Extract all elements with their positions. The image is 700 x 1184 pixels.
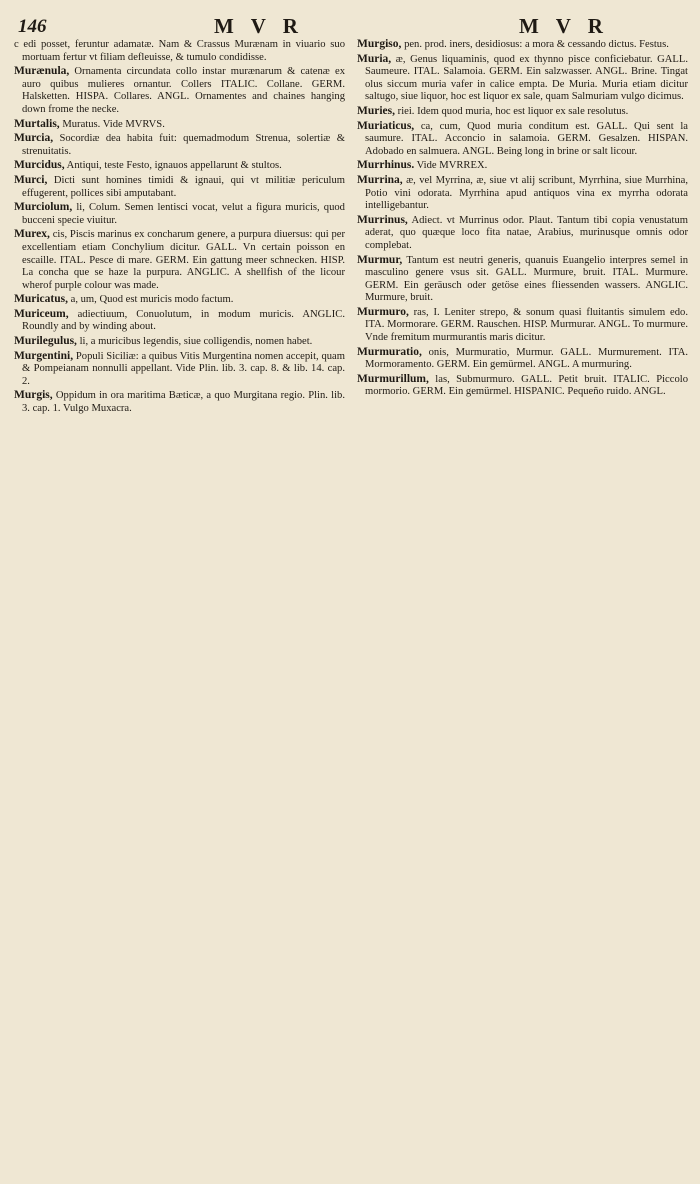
entry-headword: Muria, bbox=[357, 52, 392, 65]
entry-headword: Murrina, bbox=[357, 173, 403, 186]
text-columns bbox=[14, 38, 688, 1172]
entry-headword: Murtalis, bbox=[14, 117, 60, 130]
entry-definition: æ, vel Myrrina, æ, siue vt alij scribunt, Myrrhina, siue Murrhina, Potio vini odorata. Myrrhina apud antiquos vina ex myrrha odorata intelligebantur. bbox=[365, 174, 688, 212]
entry-headword: Murilegulus, bbox=[14, 335, 77, 348]
entry-headword: Murgentini, bbox=[14, 349, 74, 362]
dictionary-entry bbox=[14, 38, 345, 64]
page-number: 146 bbox=[18, 16, 47, 37]
dictionary-entry bbox=[357, 254, 688, 305]
entry-definition: onis, Murmuratio, Murmur. GALL. Murmurement. ITA. Mormoramento. GERM. Ein gemürmel. ANGL. A murmuring. bbox=[365, 346, 688, 371]
entry-definition: Vide MVRREX. bbox=[416, 160, 488, 172]
entry-definition: Antiqui, teste Festo, ignauos appellarunt & stultos. bbox=[66, 160, 282, 172]
entry-definition: adiectiuum, Conuolutum, in modum muricis. ANGLIC. Roundly and by winding about. bbox=[22, 308, 345, 333]
entry-definition: Socordiæ dea habita fuit: quemadmodum Strenua, solertiæ & strenuitatis. bbox=[22, 133, 345, 157]
right-column bbox=[357, 38, 688, 1172]
dictionary-entry bbox=[357, 373, 688, 399]
dictionary-entry bbox=[14, 308, 345, 334]
entry-headword: Muries, bbox=[357, 104, 396, 117]
dictionary-entry bbox=[14, 335, 345, 349]
entry-headword: Muriceum, bbox=[14, 307, 69, 320]
dictionary-entry bbox=[14, 389, 345, 415]
entry-definition: Adiect. vt Murrinus odor. Plaut. Tantum tibi copia venustatum aderat, quo quæque loco fita natae, Arabius, murinusque omnis odor complebat. bbox=[365, 214, 688, 251]
dictionary-entry bbox=[14, 293, 345, 307]
entry-definition: li, Colum. Semen lentisci vocat, velut a figura muricis, quod bucceni specie viuitur. bbox=[22, 202, 345, 226]
entry-headword: Murænula, bbox=[14, 65, 70, 78]
dictionary-entry bbox=[14, 201, 345, 227]
entry-headword: Murex, bbox=[14, 228, 50, 241]
entry-headword: Murmurillum, bbox=[357, 372, 429, 385]
entry-headword: Murgiso, bbox=[357, 38, 402, 50]
left-column bbox=[14, 38, 345, 1172]
entry-definition: Oppidum in ora maritima Bæticæ, a quo Murgitana regio. Plin. lib. 3. cap. 1. Vulgo Muxacra. bbox=[22, 390, 345, 415]
running-head-left: M V R bbox=[214, 14, 304, 38]
dictionary-entry bbox=[357, 159, 688, 173]
dictionary-entry bbox=[14, 174, 345, 200]
entry-definition: c edi posset, feruntur adamatæ. Nam & Crassus Murænam in viuario suo mortuam fertur vt filiam defleuisse, & tumulo condidisse. bbox=[14, 39, 345, 63]
entry-definition: Ornamenta circundata collo instar murænarum & catenæ ex auro quibus mulieres ornantur. Collers ITALIC. Collane. GERM. Halsketten. HISPA. Collares. ANGL. Ornamentes and chaines hanging down frome the necke. bbox=[22, 66, 345, 115]
entry-definition: ras, I. Leniter strepo, & sonum quasi fluitantis simulem edo. ITA. Mormorare. GERM. Rauschen. HISP. Murmurar. ANGL. To murmure. Vnde fremitum murmurantis maris dicitur. bbox=[365, 306, 688, 344]
running-head-right: M V R bbox=[519, 14, 609, 38]
dictionary-entry bbox=[14, 228, 345, 292]
entry-headword: Murrhinus. bbox=[357, 159, 415, 172]
entry-definition: Populi Siciliæ: a quibus Vitis Murgentina nomen accepit, quam & Pompeianam nonnulli appellant. Vide Plin. lib. 3. cap. 8. & lib. 14. cap. 2. bbox=[22, 350, 345, 387]
entry-definition: Muratus. Vide MVRVS. bbox=[62, 118, 165, 130]
dictionary-entry bbox=[357, 53, 688, 104]
dictionary-entry bbox=[357, 346, 688, 372]
entry-headword: Muriaticus, bbox=[357, 119, 415, 132]
dictionary-entry bbox=[14, 65, 345, 116]
entry-definition: Dicti sunt homines timidi & ignaui, qui vt militiæ periculum effugerent, pollices sibi amputabant. bbox=[22, 174, 345, 199]
dictionary-entry bbox=[14, 350, 345, 389]
entry-headword: Murmur, bbox=[357, 253, 403, 266]
dictionary-entry bbox=[357, 214, 688, 253]
entry-headword: Murcia, bbox=[14, 132, 54, 145]
entry-definition: li, a muricibus legendis, siue colligendis, nomen habet. bbox=[79, 336, 313, 348]
entry-headword: Murcidus, bbox=[14, 159, 65, 172]
entry-headword: Murgis, bbox=[14, 389, 53, 402]
dictionary-entry bbox=[14, 132, 345, 158]
entry-definition: a, um, Quod est muricis modo factum. bbox=[70, 294, 234, 306]
entry-definition: cis, Piscis marinus ex concharum genere, a purpura diuersus: qui per excellentiam etiam Conchylium dicitur. GALL. Vn certain poisson en escaille. ITAL. Pesce di mare. GERM. Ein gattung meer schnecken. HISP. La concha que se haze la purpura. ANGLIC. A shellfish of the licour wherof purple colour was made. bbox=[22, 229, 345, 291]
entry-definition: riei. Idem quod muria, hoc est liquor ex sale resolutus. bbox=[397, 105, 629, 117]
entry-headword: Muricatus, bbox=[14, 293, 68, 306]
entry-definition: æ, Genus liquaminis, quod ex thynno pisce conficiebatur. GALL. Saumeure. ITAL. Salamoia. GERM. Ein salzwasser. ANGL. Brine. Tingat olus siccum muria vafer in calice empta. De Muria. Muria etiam dicitur saltugo, siue liquor, hoc est liquor ex sale, quam Salmuriam vulgo dicimus. bbox=[365, 53, 688, 103]
entry-headword: Murmuro, bbox=[357, 305, 409, 318]
dictionary-entry bbox=[357, 174, 688, 213]
entry-definition: las, Submurmuro. GALL. Petit bruit. ITALIC. Piccolo mormorio. GERM. Ein gemürmel. HISPANIC. Pequeño ruido. ANGL. bbox=[365, 373, 688, 398]
entry-headword: Murciolum, bbox=[14, 201, 73, 214]
dictionary-entry bbox=[14, 159, 345, 173]
entry-definition: Tantum est neutri generis, quanuis Euangelio interpres semel in masculino genere vsus sit. GALL. Murmure, bruit. ITAL. Murmure. GERM. Ein geräusch oder getöse eines fliessenden wassers. ANGLIC. Murmure, bruit. bbox=[365, 254, 688, 304]
entry-definition: ca, cum, Quod muria conditum est. GALL. Qui sent la saumure. ITAL. Acconcio in salamoia. GERM. Gesalzen. HISPAN. Adobado en salmuera. ANGL. Being long in brine or salt licour. bbox=[365, 120, 688, 157]
entry-headword: Murrinus, bbox=[357, 213, 408, 226]
dictionary-entry bbox=[357, 105, 688, 119]
entry-headword: Murmuratio, bbox=[357, 345, 422, 358]
dictionary-entry bbox=[357, 306, 688, 345]
page-header bbox=[14, 8, 688, 38]
entry-headword: Murci, bbox=[14, 173, 48, 186]
dictionary-entry bbox=[357, 120, 688, 159]
dictionary-entry bbox=[14, 118, 345, 132]
dictionary-entry bbox=[357, 38, 688, 52]
entry-definition: pen. prod. iners, desidiosus: a mora & cessando dictus. Festus. bbox=[404, 39, 669, 50]
